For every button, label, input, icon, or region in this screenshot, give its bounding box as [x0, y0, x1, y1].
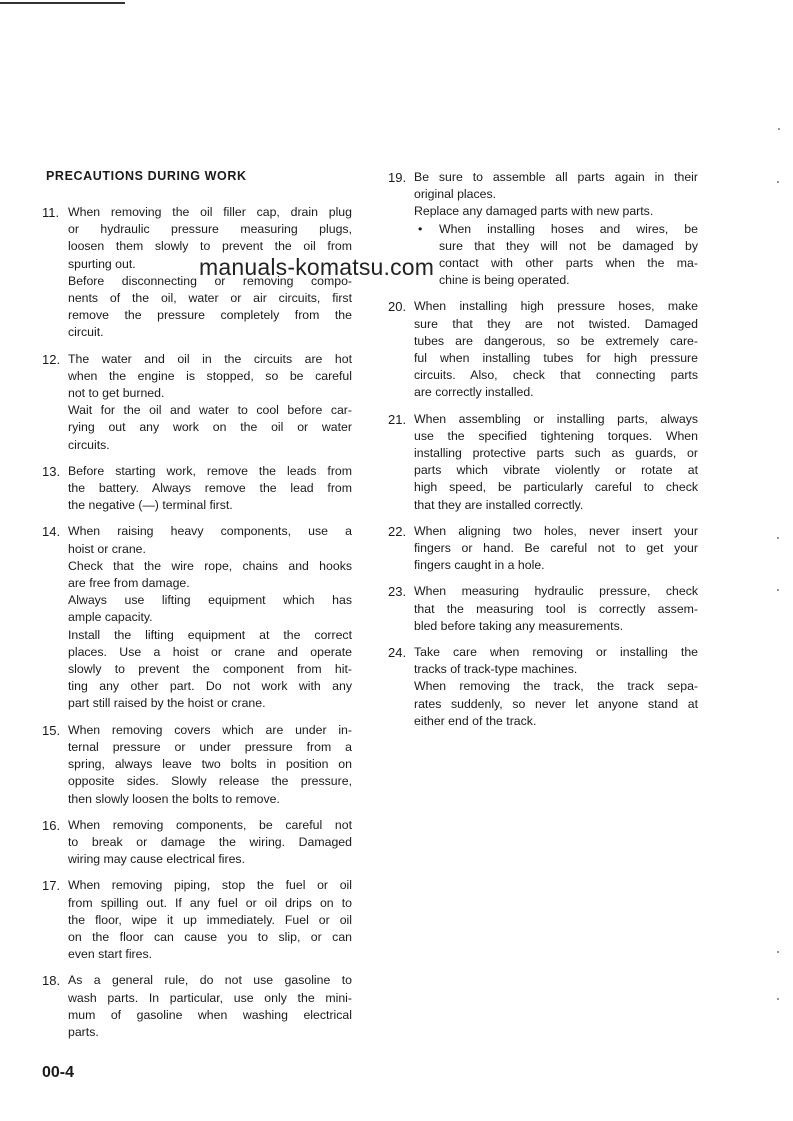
item-paragraph: [414, 678, 698, 730]
section-title: PRECAUTIONS DURING WORK: [46, 169, 247, 183]
list-item: [42, 463, 352, 515]
scan-speck: [777, 951, 779, 953]
text-line: circuit.: [68, 325, 104, 340]
item-paragraph: [68, 877, 352, 963]
text-line: rying out any work on the oil or water: [68, 420, 352, 435]
text-line: Install the lifting equipment at the correct: [68, 627, 352, 642]
text-line: When removing covers which are under in-: [68, 722, 352, 737]
item-number: 24.: [388, 645, 407, 661]
item-number: 12.: [42, 351, 61, 367]
text-line: When assembling or installing parts, always: [414, 411, 698, 426]
left-column: [42, 204, 352, 1050]
page-number: 00-4: [42, 1064, 75, 1081]
text-line: bled before taking any measurements.: [414, 618, 624, 633]
watermark: manuals-komatsu.com: [199, 254, 435, 280]
text-line: wash parts. In particular, use only the mini-: [68, 990, 352, 1005]
item-paragraph: [68, 523, 352, 557]
list-item: [388, 583, 698, 635]
text-line: loosen them slowly to prevent the oil from: [68, 239, 352, 254]
text-line: Before disconnecting or removing compo-: [68, 273, 352, 288]
text-line: circuits.: [68, 437, 110, 452]
item-number: 16.: [42, 817, 61, 833]
scan-speck: [777, 589, 779, 591]
list-item: [42, 972, 352, 1041]
list-item: [42, 722, 352, 808]
list-item: [388, 169, 698, 289]
text-line: are correctly installed.: [414, 385, 534, 400]
text-line: Always use lifting equipment which has: [68, 593, 352, 608]
text-line: The water and oil in the circuits are hot: [68, 351, 352, 366]
text-line: When removing components, be careful not: [68, 817, 352, 832]
item-number: 15.: [42, 722, 61, 738]
text-line: either end of the track.: [414, 713, 537, 728]
text-line: When installing hoses and wires, be: [439, 221, 698, 236]
item-number: 14.: [42, 524, 61, 540]
text-line: nents of the oil, water or air circuits, first: [68, 291, 352, 306]
text-line: contact with other parts when the ma-: [439, 256, 698, 271]
text-line: When raising heavy components, use a: [68, 524, 352, 539]
text-line: ternal pressure or under pressure from a: [68, 739, 352, 754]
list-item: [388, 644, 698, 730]
text-line: slowly to prevent the component from hit-: [68, 662, 352, 677]
list-item: [42, 817, 352, 869]
text-line: When aligning two holes, never insert your: [414, 523, 698, 538]
text-line: parts which vibrate violently or rotate at: [414, 463, 698, 478]
text-line: ting any other part. Do not work with any: [68, 679, 352, 694]
text-line: As a general rule, do not use gasoline to: [68, 973, 352, 988]
item-paragraph: [68, 627, 352, 713]
text-line: When measuring hydraulic pressure, check: [414, 584, 698, 599]
item-number: 22.: [388, 523, 407, 539]
text-line: sure that they will not be damaged by: [439, 238, 698, 253]
text-line: hoist or crane.: [68, 541, 146, 556]
right-column: [388, 169, 698, 739]
text-line: from spilling out. If any fuel or oil drips on to: [68, 895, 352, 910]
scan-speck: [777, 537, 779, 539]
text-line: spurting out.: [68, 256, 136, 271]
text-line: even start fires.: [68, 947, 153, 962]
text-line: spring, always leave two bolts in position on: [68, 757, 352, 772]
text-line: places. Use a hoist or crane and operate: [68, 644, 352, 659]
item-paragraph: [414, 644, 698, 678]
text-line: Replace any damaged parts with new parts.: [414, 204, 654, 219]
item-number: 21.: [388, 411, 407, 427]
text-line: When removing the track, the track sepa-: [414, 679, 698, 694]
text-line: ful when installing tubes for high pressure: [414, 351, 698, 366]
text-line: Before starting work, remove the leads from: [68, 463, 352, 478]
text-line: installing protective parts such as guards, or: [414, 446, 698, 461]
text-line: chine is being operated.: [439, 273, 570, 288]
text-line: wiring may cause electrical fires.: [68, 852, 245, 867]
scan-edge-line: [0, 2, 125, 4]
item-paragraph: [68, 558, 352, 592]
item-paragraph: [414, 203, 698, 220]
text-line: Check that the wire rope, chains and hooks: [68, 558, 352, 573]
item-paragraph: [414, 169, 698, 203]
list-item: [388, 523, 698, 575]
item-paragraph: [414, 583, 698, 635]
text-line: sure that they are not twisted. Damaged: [414, 316, 698, 331]
scan-speck: [778, 128, 780, 130]
text-line: Wait for the oil and water to cool before car-: [68, 403, 352, 418]
text-line: that they are installed correctly.: [414, 497, 584, 512]
list-item: [42, 877, 352, 963]
item-paragraph: [68, 351, 352, 403]
text-line: tubes are dangerous, so be extremely care-: [414, 333, 698, 348]
item-paragraph: [414, 298, 698, 401]
text-line: use the specified tightening torques. When: [414, 428, 698, 443]
item-number: 13.: [42, 463, 61, 479]
text-line: not to get burned.: [68, 386, 165, 401]
text-line: then slowly loosen the bolts to remove.: [68, 791, 280, 806]
text-line: fingers caught in a hole.: [414, 558, 545, 573]
item-paragraph: [68, 402, 352, 454]
scan-speck: [777, 998, 779, 1000]
text-line: or hydraulic pressure measuring plugs,: [68, 222, 352, 237]
item-number: 17.: [42, 878, 61, 894]
item-paragraph: [68, 463, 352, 515]
text-line: When installing high pressure hoses, make: [414, 299, 698, 314]
scan-speck: [777, 181, 779, 183]
text-line: high speed, be particularly careful to check: [414, 480, 698, 495]
item-number: 11.: [42, 205, 60, 220]
text-line: parts.: [68, 1024, 99, 1039]
text-line: mum of gasoline when washing electrical: [68, 1007, 352, 1022]
item-paragraph: [68, 273, 352, 342]
text-line: part still raised by the hoist or crane.: [68, 696, 266, 711]
text-line: rates suddenly, so never let anyone stand at: [414, 696, 698, 711]
item-number: 23.: [388, 584, 407, 600]
text-line: the battery. Always remove the lead from: [68, 481, 352, 496]
item-paragraph: [68, 722, 352, 808]
item-number: 20.: [388, 299, 407, 315]
bullet-point: [414, 221, 698, 290]
text-line: Be sure to assemble all parts again in their: [414, 170, 698, 184]
text-line: circuits. Also, check that connecting parts: [414, 368, 698, 383]
text-line: the floor, wipe it up immediately. Fuel or oil: [68, 912, 352, 927]
item-number: 18.: [42, 973, 61, 989]
text-line: tracks of track-type machines.: [414, 662, 578, 677]
item-paragraph: [68, 972, 352, 1041]
list-item: [388, 411, 698, 514]
text-line: original places.: [414, 187, 497, 202]
text-line: to break or damage the wiring. Damaged: [68, 834, 352, 849]
item-paragraph: [68, 592, 352, 626]
text-line: When removing piping, stop the fuel or oil: [68, 878, 352, 893]
list-item: [388, 298, 698, 401]
list-item: [42, 523, 352, 712]
text-line: ample capacity.: [68, 610, 153, 625]
bullet-icon: •: [418, 221, 423, 236]
text-line: remove the pressure completely from the: [68, 308, 352, 323]
item-paragraph: [414, 523, 698, 575]
item-paragraph: [414, 411, 698, 514]
text-line: when the engine is stopped, so be careful: [68, 368, 352, 383]
text-line: Take care when removing or installing the: [414, 645, 698, 660]
text-line: are free from damage.: [68, 576, 190, 591]
text-line: opposite sides. Slowly release the pressure,: [68, 774, 352, 789]
text-line: that the measuring tool is correctly assem-: [414, 601, 698, 616]
text-line: on the floor can cause you to slip, or can: [68, 929, 352, 944]
item-paragraph: [68, 817, 352, 869]
text-line: When removing the oil filler cap, drain plug: [68, 205, 352, 219]
text-line: the negative (—) terminal first.: [68, 498, 233, 513]
item-number: 19.: [388, 170, 407, 185]
list-item: [42, 351, 352, 454]
text-line: fingers or hand. Be careful not to get your: [414, 541, 698, 556]
